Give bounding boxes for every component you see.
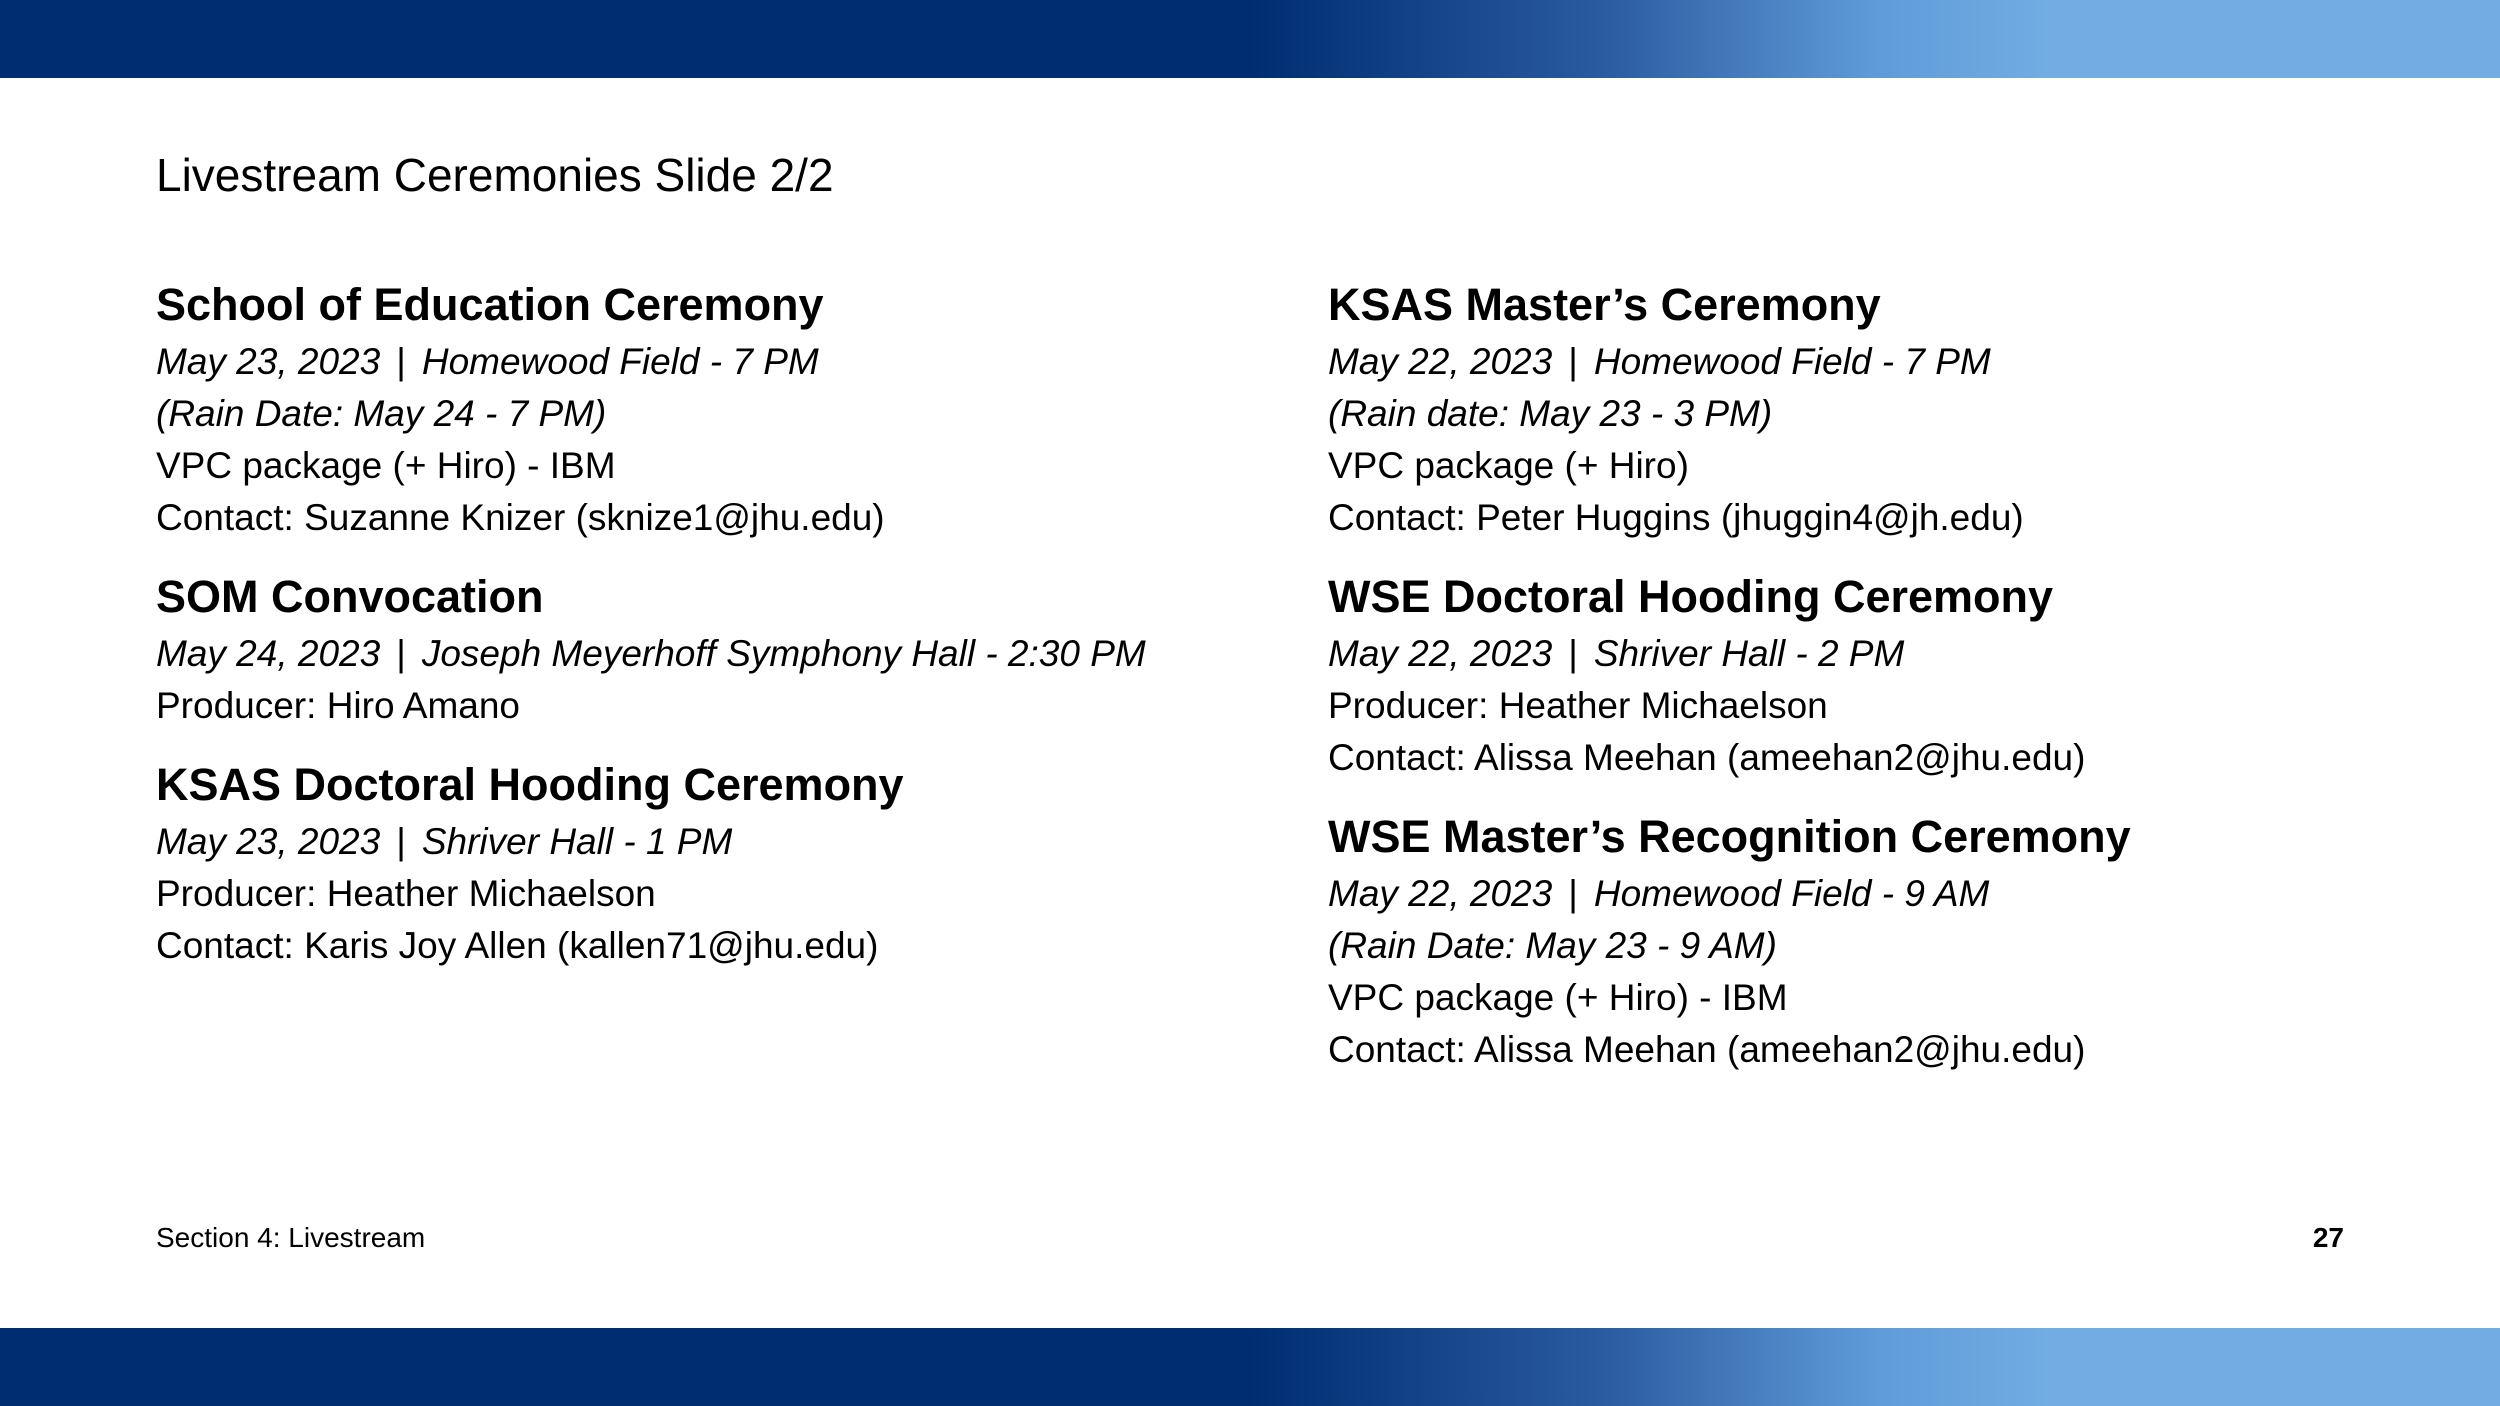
ceremony-venue: Shriver Hall - 1 PM bbox=[421, 821, 733, 862]
ceremony-contact: Contact: Alissa Meehan (ameehan2@jhu.edu) bbox=[1328, 1029, 2086, 1070]
ceremony-heading: WSE Doctoral Hooding Ceremony bbox=[1328, 571, 2054, 622]
ceremony-date-venue bbox=[1328, 336, 2428, 388]
footer-section-label: Section 4: Livestream bbox=[156, 1222, 426, 1253]
ceremony-venue: Homewood Field - 7 PM bbox=[1593, 341, 1991, 382]
ceremony-venue: Joseph Meyerhoff Symphony Hall - 2:30 PM bbox=[421, 633, 1146, 674]
separator: | bbox=[1568, 341, 1578, 382]
ceremony-contact: Contact: Peter Huggins (jhuggin4@jh.edu) bbox=[1328, 497, 2024, 538]
top-banner bbox=[0, 0, 2500, 78]
ceremony-heading: SOM Convocation bbox=[156, 571, 544, 622]
ceremony-contact: Contact: Alissa Meehan (ameehan2@jhu.edu) bbox=[1328, 737, 2086, 778]
slide-title: Livestream Ceremonies Slide 2/2 bbox=[156, 149, 834, 201]
ceremony-producer: Producer: Heather Michaelson bbox=[1328, 685, 1828, 726]
ceremony-block bbox=[1328, 806, 2428, 1076]
ceremony-heading: KSAS Master’s Ceremony bbox=[1328, 279, 1881, 330]
ceremony-contact: Contact: Suzanne Knizer (sknize1@jhu.edu) bbox=[156, 497, 885, 538]
ceremony-venue: Homewood Field - 9 AM bbox=[1593, 873, 1990, 914]
ceremony-rain-date: (Rain Date: May 24 - 7 PM) bbox=[156, 393, 607, 434]
ceremony-venue: Homewood Field - 7 PM bbox=[421, 341, 819, 382]
ceremony-detail: VPC package (+ Hiro) bbox=[1328, 445, 1689, 486]
separator: | bbox=[396, 633, 406, 674]
left-column bbox=[156, 274, 1336, 994]
ceremony-rain-date: (Rain Date: May 23 - 9 AM) bbox=[1328, 925, 1777, 966]
ceremony-date-venue bbox=[156, 336, 1336, 388]
ceremony-heading: School of Education Ceremony bbox=[156, 279, 824, 330]
ceremony-date: May 22, 2023 bbox=[1328, 873, 1553, 914]
ceremony-block bbox=[156, 754, 1336, 972]
ceremony-block bbox=[156, 274, 1336, 544]
ceremony-block bbox=[1328, 274, 2428, 544]
ceremony-detail: VPC package (+ Hiro) - IBM bbox=[1328, 977, 1788, 1018]
separator: | bbox=[396, 341, 406, 382]
ceremony-heading: WSE Master’s Recognition Ceremony bbox=[1328, 811, 2131, 862]
ceremony-date: May 23, 2023 bbox=[156, 341, 381, 382]
ceremony-detail: VPC package (+ Hiro) - IBM bbox=[156, 445, 616, 486]
ceremony-block bbox=[156, 566, 1336, 732]
ceremony-date-venue bbox=[1328, 868, 2428, 920]
ceremony-block bbox=[1328, 566, 2428, 784]
page-number: 27 bbox=[2312, 1222, 2344, 1253]
ceremony-date-venue bbox=[156, 628, 1336, 680]
bottom-banner bbox=[0, 1328, 2500, 1406]
right-column bbox=[1328, 274, 2428, 1098]
ceremony-date-venue bbox=[1328, 628, 2428, 680]
ceremony-producer: Producer: Heather Michaelson bbox=[156, 873, 656, 914]
ceremony-date-venue bbox=[156, 816, 1336, 868]
ceremony-producer: Producer: Hiro Amano bbox=[156, 685, 521, 726]
ceremony-heading: KSAS Doctoral Hooding Ceremony bbox=[156, 759, 904, 810]
ceremony-rain-date: (Rain date: May 23 - 3 PM) bbox=[1328, 393, 1773, 434]
separator: | bbox=[396, 821, 406, 862]
ceremony-date: May 24, 2023 bbox=[156, 633, 381, 674]
separator: | bbox=[1568, 633, 1578, 674]
ceremony-date: May 22, 2023 bbox=[1328, 341, 1553, 382]
separator: | bbox=[1568, 873, 1578, 914]
ceremony-venue: Shriver Hall - 2 PM bbox=[1593, 633, 1905, 674]
ceremony-contact: Contact: Karis Joy Allen (kallen71@jhu.edu) bbox=[156, 925, 879, 966]
ceremony-date: May 22, 2023 bbox=[1328, 633, 1553, 674]
ceremony-date: May 23, 2023 bbox=[156, 821, 381, 862]
